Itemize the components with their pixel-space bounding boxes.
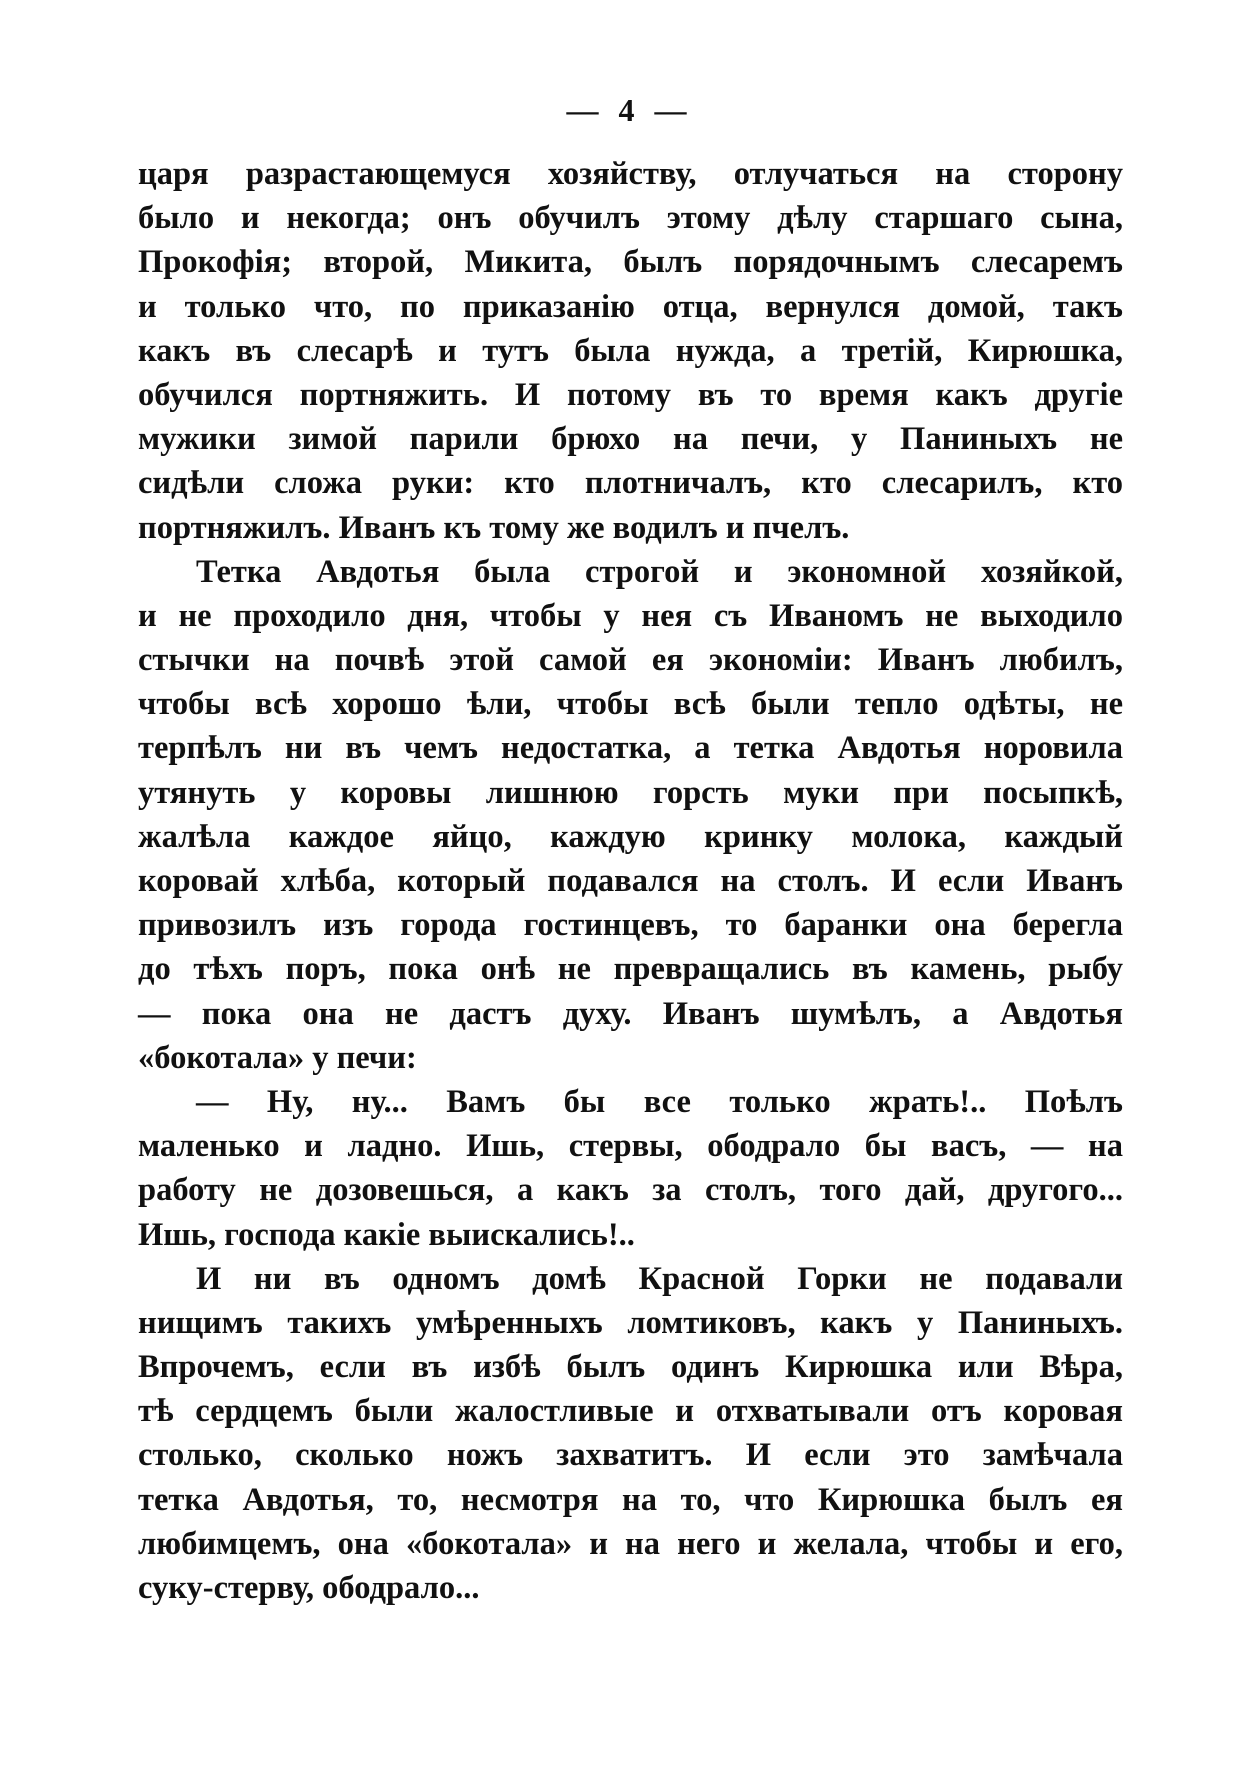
text-line: привозилъ изъ города гостинцевъ, то баранки она берегла [138,907,1123,944]
text-line: и не проходило дня, чтобы у нея съ Иваномъ не выходило [138,597,1123,634]
text-line: работу не дозовешься, а какъ за столъ, того дай, другого... [138,1172,1123,1209]
page-number: — 4 — [566,92,693,128]
text-line: мужики зимой парили брюхо на печи, у Паниныхъ не [138,421,1123,458]
text-line: тетка Авдотья, то, несмотря на то, что Кирюшка былъ ея [138,1481,1123,1518]
text-line: «бокотала» у печи: [138,1039,417,1076]
text-line: нищимъ такихъ умѣренныхъ ломтиковъ, какъ у Паниныхъ. [138,1304,1123,1341]
text-line: маленько и ладно. Ишь, стервы, ободрало бы васъ, — на [138,1128,1123,1165]
text-line: стычки на почвѣ этой самой ея экономіи: Иванъ любилъ, [138,642,1123,679]
body-text [138,152,1123,1610]
text-line: суку-стерву, ободрало... [138,1570,480,1606]
text-line: до тѣхъ поръ, пока онѣ не превращались въ камень, рыбу [138,951,1123,988]
text-line: столько, сколько ножъ захватитъ. И если это замѣчала [138,1437,1123,1474]
text-line: сидѣли сложа руки: кто плотничалъ, кто слесарилъ, кто [138,465,1123,502]
text-line: было и некогда; онъ обучилъ этому дѣлу старшаго сына, [138,200,1123,237]
text-line: — Ну, ну... Вамъ бы все только жрать!.. Поѣлъ [196,1083,1123,1120]
text-line: утянуть у коровы лишнюю горсть муки при посыпкѣ, [138,774,1123,811]
text-line: и только что, по приказанію отца, вернулся домой, такъ [138,288,1123,325]
text-line: — пока она не дастъ духу. Иванъ шумѣлъ, а Авдотья [138,995,1123,1032]
text-line: какъ въ слесарѣ и тутъ была нужда, а третій, Кирюшка, [138,332,1123,369]
text-line: любимцемъ, она «бокотала» и на него и желала, чтобы и его, [138,1525,1123,1562]
text-line: царя разрастающемуся хозяйству, отлучаться на сторону [138,156,1123,192]
text-line: чтобы всѣ хорошо ѣли, чтобы всѣ были тепло одѣты, не [138,686,1123,723]
text-line: портняжилъ. Иванъ къ тому же водилъ и пчелъ. [138,509,850,546]
text-line: И ни въ одномъ домѣ Красной Горки не подавали [196,1260,1123,1297]
text-line: тѣ сердцемъ были жалостливые и отхватывали отъ коровая [138,1393,1123,1430]
text-line: обучился портняжить. И потому въ то время какъ другіе [138,376,1123,413]
text-line: Тетка Авдотья была строгой и экономной хозяйкой, [196,553,1123,590]
text-line: коровай хлѣба, который подавался на столъ. И если Иванъ [138,863,1123,899]
text-line: жалѣла каждое яйцо, каждую кринку молока, каждый [138,818,1123,855]
text-line: Впрочемъ, если въ избѣ былъ одинъ Кирюшка или Вѣра, [138,1349,1123,1386]
text-line: Прокофія; второй, Микита, былъ порядочнымъ слесаремъ [138,244,1123,281]
text-line: Ишь, господа какіе выискались!.. [138,1216,635,1253]
text-line: терпѣлъ ни въ чемъ недостатка, а тетка Авдотья норовила [138,730,1123,767]
